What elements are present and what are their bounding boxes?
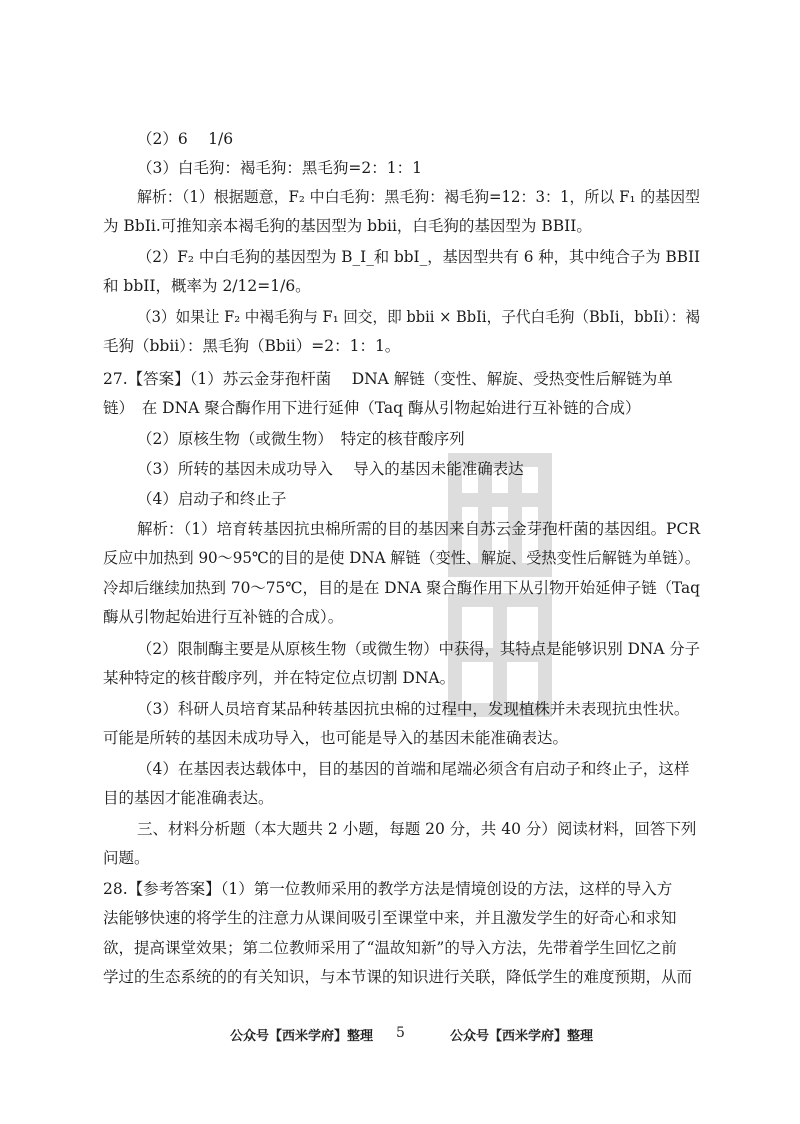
text-line: 28.【参考答案】（1）第一位教师采用的教学方法是情境创设的方法，这样的导入方 [103,880,673,898]
text-line: （2）6 1/6 [137,130,234,148]
text-line: 冷却后继续加热到 70～75℃，目的是在 DNA 聚合酶作用下从引物开始延伸子链（Taq [103,579,701,597]
text-line: 链） 在 DNA 聚合酶作用下进行延伸（Taq 酶从引物起始进行互补链的合成） [103,399,641,417]
text-line: （3）科研人员培育某品种转基因抗虫棉的过程中，发现植株并未表现抗虫性状。 [137,700,690,718]
text-line: 为 BbIi.可推知亲本褐毛狗的基因型为 bbii，白毛狗的基因型为 BBII。 [103,217,592,235]
text-line: （4）启动子和终止子 [137,490,287,508]
text-line: （3）如果让 F₂ 中褐毛狗与 F₁ 回交，即 bbii × BbIi，子代白毛狗（BbIi，bbIi）：褐 [137,308,700,326]
text-line: （2）限制酶主要是从原核生物（或微生物）中获得，其特点是能够识别 DNA 分子 [137,640,701,658]
text-line: 毛狗（bbii）：黑毛狗（Bbii）=2：1：1。 [103,337,401,355]
text-line: 问题。 [103,849,150,867]
text-line: 目的基因才能准确表达。 [103,789,274,807]
footer-right-text: 公众号【西米学府】整理 [450,1029,594,1044]
text-line: （3）白毛狗：褐毛狗：黑毛狗=2：1：1 [137,159,422,177]
footer-left-text: 公众号【西米学府】整理 [230,1029,374,1044]
text-line: 和 bbII，概率为 2/12=1/6。 [103,277,311,295]
text-line: 27.【答案】（1）苏云金芽孢杆菌 DNA 解链（变性、解旋、受热变性后解链为单 [103,370,673,388]
text-line: 学过的生态系统的的有关知识，与本节课的知识进行关联，降低学生的难度预期，从而 [103,968,693,986]
text-line: （3）所转的基因未成功导入 导入的基因未能准确表达 [137,460,524,478]
text-line: 反应中加热到 90～95℃的目的是使 DNA 解链（变性、解旋、受热变性后解链为单链）。 [103,549,701,567]
text-line: 法能够快速的将学生的注意力从课间吸引至课堂中来，并且激发学生的好奇心和求知 [103,909,677,927]
text-line: （2）F₂ 中白毛狗的基因型为 B_I_和 bbI_，基因型共有 6 种，其中纯合子为 BBII [137,248,701,266]
text-line: 解析：（1）根据题意，F₂ 中白毛狗：黑毛狗：褐毛狗=12：3：1，所以 F₁ 的基因型 [137,188,700,206]
page-number: 5 [396,1025,405,1041]
text-line: 解析：（1）培育转基因抗虫棉所需的目的基因来自苏云金芽孢杆菌的基因组。PCR [137,520,701,538]
text-line: 可能是所转的基因未成功导入，也可能是导入的基因未能准确表达。 [103,729,569,747]
text-line: 某种特定的核苷酸序列，并在特定位点切割 DNA。 [103,669,456,687]
text-line: 酶从引物起始进行互补链的合成）。 [103,608,344,626]
text-line: 欲，提高课堂效果；第二位教师采用了“温故知新”的导入方法，先带着学生回忆之前 [103,939,677,957]
text-line: 三、材料分析题（本大题共 2 小题，每题 20 分，共 40 分）阅读材料，回答下列 [137,820,697,838]
text-line: （4）在基因表达载体中，目的基因的首端和尾端必须含有启动子和终止子，这样 [137,760,690,778]
text-line: （2）原核生物（或微生物） 特定的核苷酸序列 [137,430,465,448]
